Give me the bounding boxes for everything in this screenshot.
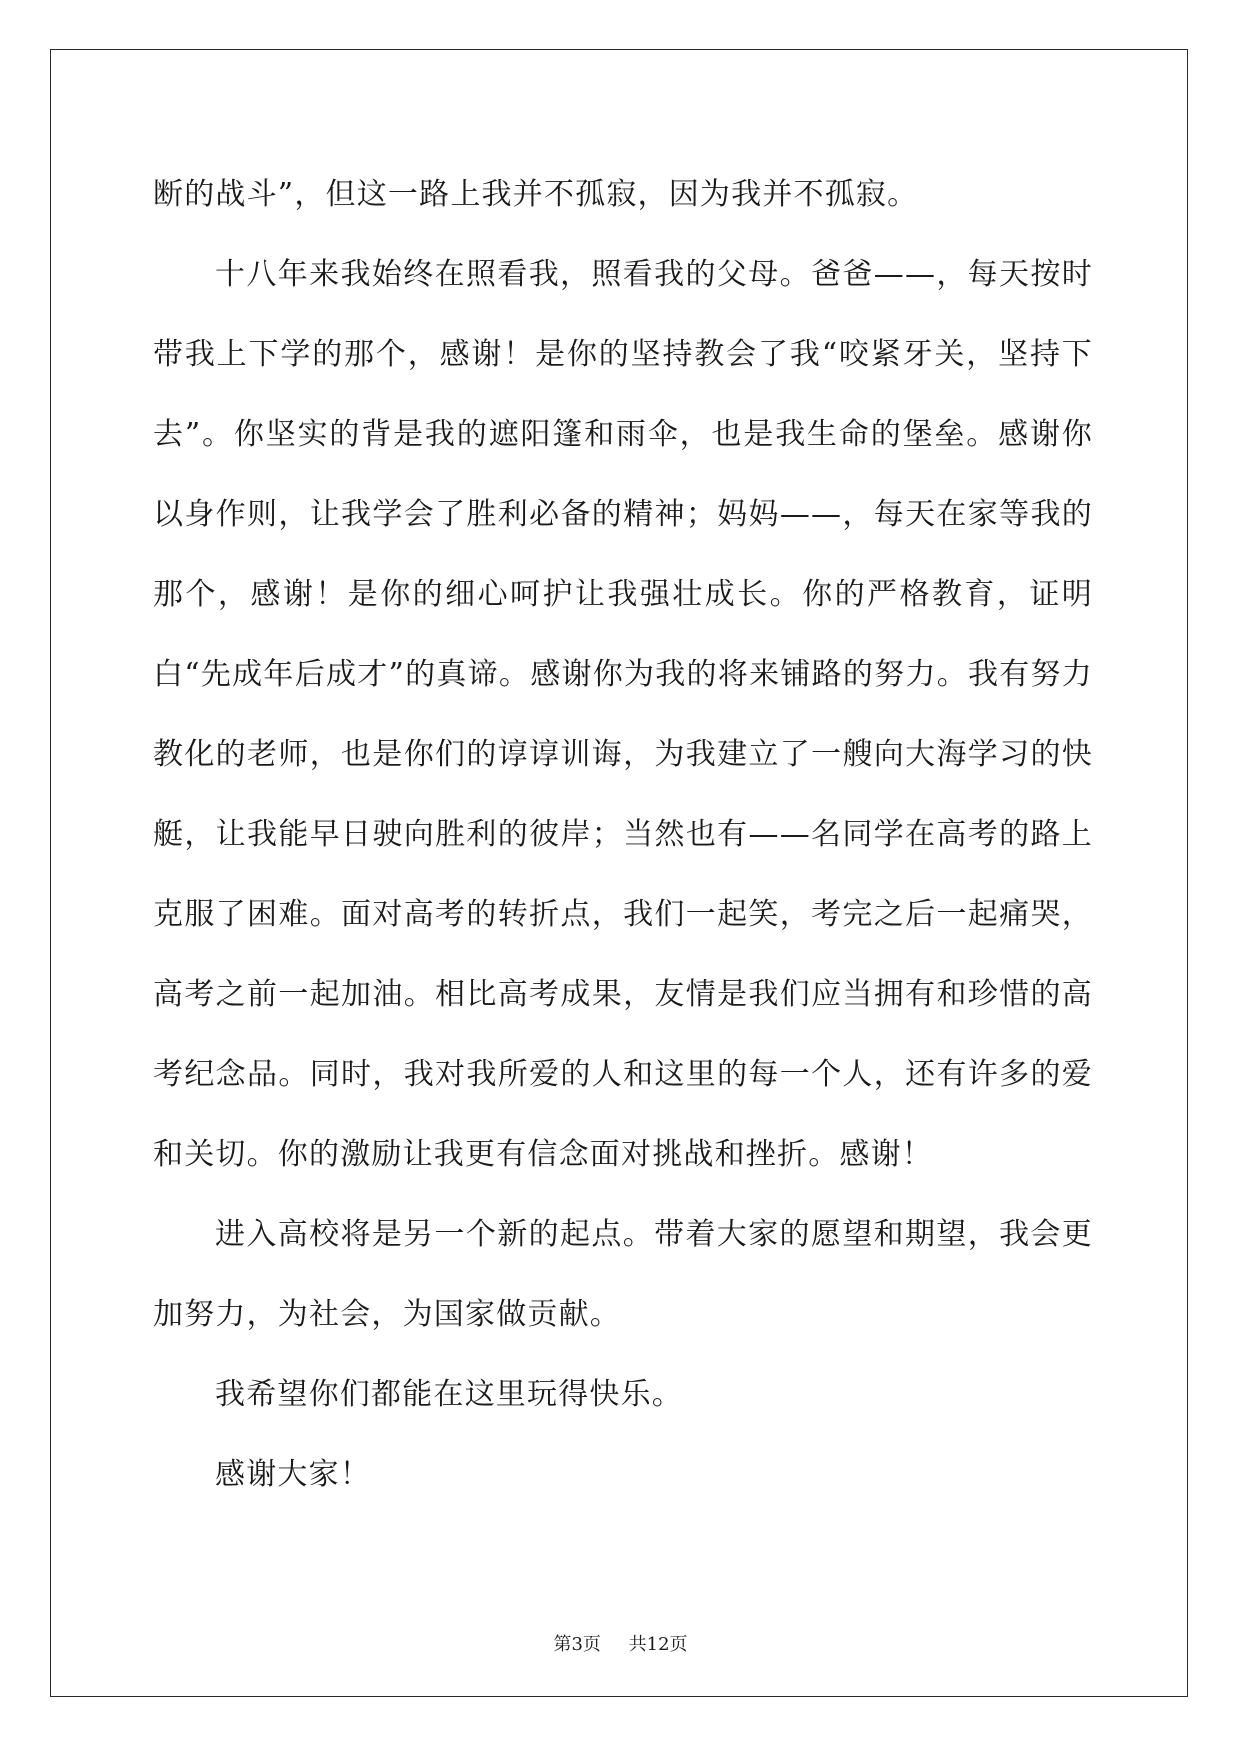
page-number: 第3页 [553,1634,601,1655]
paragraph-wish: 我希望你们都能在这里玩得快乐。 [215,1377,683,1412]
paragraph-continued: 断的战斗”，但这一路上我并不孤寂，因为我并不孤寂。 [153,177,919,212]
paragraph-gratitude: 十八年来我始终在照看我，照看我的父母。爸爸——，每天按时带我上下学的那个，感谢！是你的坚持教会了我“咬紧牙关，坚持下去”。你坚实的背是我的遮阳篷和雨伞，也是我生命的堡垒。感谢你以身作则，让我学会了胜利必备的精神；妈妈——，每天在家等我的那个，感谢！是你的细心呵护让我强壮成长。你的严格教育，证明白“先成年后成才”的真谛。感谢你为我的将来铺路的努力。我有努力教化的老师，也是你们的谆谆训诲，为我建立了一艘向大海学习的快艇，让我能早日驶向胜利的彼岸；当然也有——名同学在高考的路上克服了困难。面对高考的转折点，我们一起笑，考完之后一起痛哭，高考之前一起加油。相比高考成果，友情是我们应当拥有和珍惜的高考纪念品。同时，我对我所爱的人和这里的每一个人，还有许多的爱和关切。你的激励让我更有信念面对挑战和挫折。感谢！ [153,257,1093,1172]
paragraph-new-start: 进入高校将是另一个新的起点。带着大家的愿望和期望，我会更加努力，为社会，为国家做贡献。 [153,1217,1093,1332]
document-body [153,155,1093,1515]
paragraph-thanks: 感谢大家！ [215,1457,371,1492]
page-total: 共12页 [628,1634,688,1655]
page-footer [0,1630,1241,1656]
